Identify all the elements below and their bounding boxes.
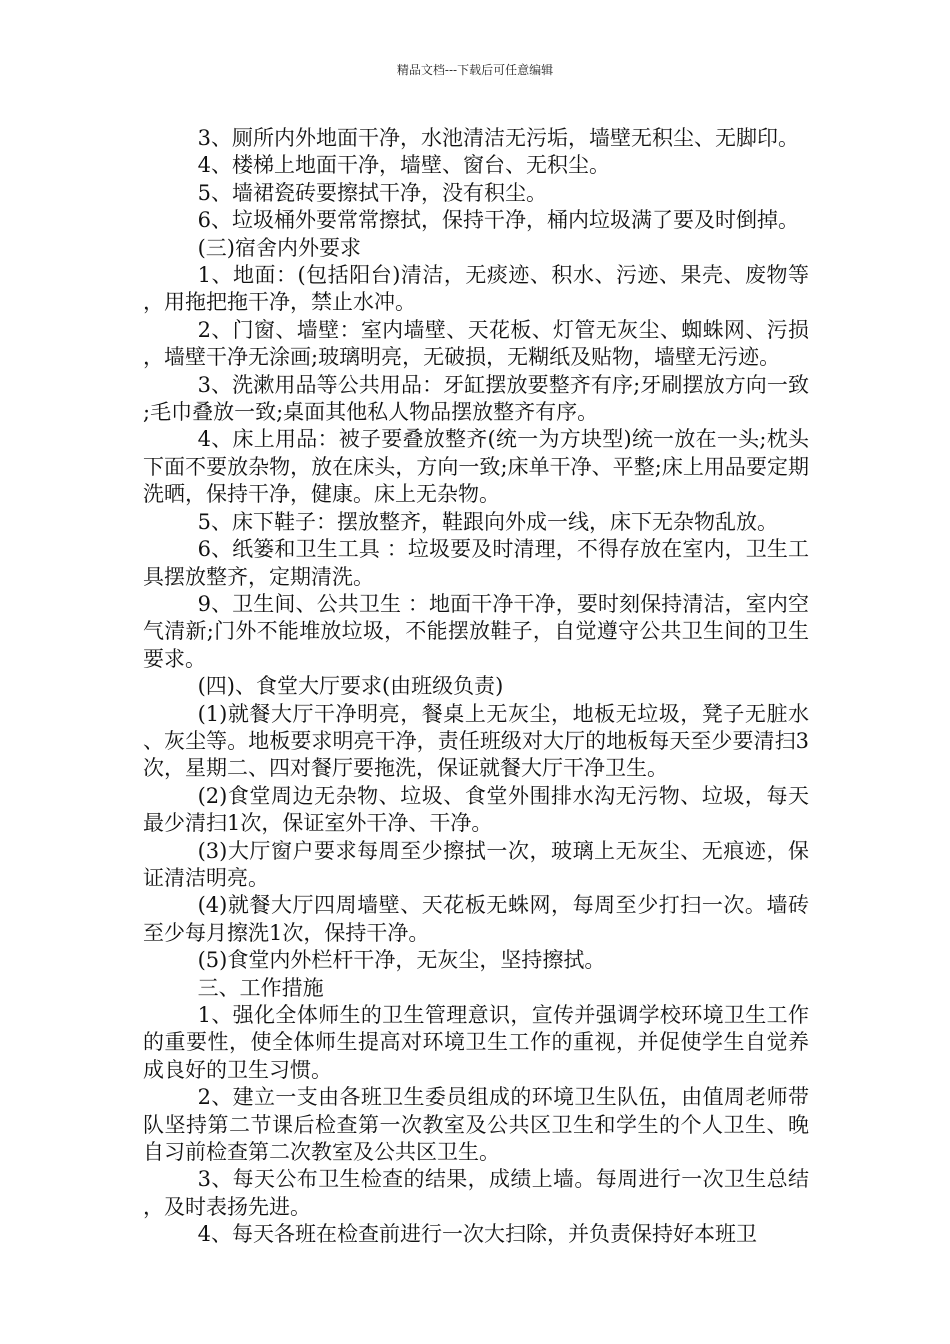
paragraph-canteen-windows: (3)大厅窗户要求每周至少擦拭一次，玻璃上无灰尘、无痕迹，保证清洁明亮。	[143, 838, 809, 890]
paragraph-trash-bins: 6、垃圾桶外要常常擦拭，保持干净，桶内垃圾满了要及时倒掉。	[197, 208, 799, 233]
paragraph-wall-tiles: 5、墙裙瓷砖要擦拭干净，没有积尘。	[197, 180, 547, 205]
section-heading-dormitory: (三)宿舍内外要求	[197, 235, 361, 260]
paragraph-canteen-walls: (4)就餐大厅四周墙壁、天花板无蛛网，每周至少打扫一次。墙砖至少每月擦洗1次，保持干净。	[143, 893, 809, 945]
paragraph-canteen-hall: (1)就餐大厅干净明亮，餐桌上无灰尘，地板无垃圾，凳子无脏水、灰尘等。地板要求明亮干净，责任班级对大厅的地板每天至少要清扫3次，星期二、四对餐厅要拖洗，保证就餐大厅干净卫生。	[143, 701, 809, 781]
paragraph-measure-daily-cleaning: 4、每天各班在检查前进行一次大扫除，并负责保持好本班卫	[197, 1222, 757, 1247]
paragraph-dorm-bathroom: 9、卫生间、公共卫生 ：地面干净干净，要时刻保持清洁，室内空气清新;门外不能堆放垃圾，不能摆放鞋子，自觉遵守公共卫生间的卫生要求。	[143, 591, 809, 671]
paragraph-canteen-surroundings: (2)食堂周边无杂物、垃圾、食堂外围排水沟无污物、垃圾，每天最少清扫1次，保证室外干净、干净。	[143, 783, 809, 836]
paragraph-measure-team: 2、建立一支由各班卫生委员组成的环境卫生队伍，由值周老师带队坚持第二节课后检查第一次教室及公共区卫生和学生的个人卫生、晚自习前检查第二次教室及公共区卫生。	[143, 1085, 809, 1165]
paragraph-measure-results: 3、每天公布卫生检查的结果，成绩上墙。每周进行一次卫生总结，及时表扬先进。	[143, 1167, 809, 1219]
paragraph-measure-awareness: 1、强化全体师生的卫生管理意识，宣传并强调学校环境卫生工作的重要性，使全体师生提高对环境卫生工作的重视，并促使学生自觉养成良好的卫生习惯。	[143, 1003, 809, 1082]
paragraph-dorm-doors-walls: 2、门窗、墙壁：室内墙壁、天花板、灯管无灰尘、蜘蛛网、污损，墙壁干净无涂画;玻璃明亮，无破损，无糊纸及贴物，墙壁无污迹。	[143, 317, 809, 370]
paragraph-dorm-wastebasket: 6、纸篓和卫生工具 ：垃圾要及时清理，不得存放在室内，卫生工具摆放整齐，定期清洗。	[143, 537, 809, 589]
document-body	[143, 125, 809, 1249]
section-heading-canteen: (四)、食堂大厅要求(由班级负责)	[197, 674, 504, 699]
paragraph-dorm-shoes: 5、床下鞋子：摆放整齐，鞋跟向外成一线，床下无杂物乱放。	[197, 509, 778, 534]
paragraph-toilet-cleanliness: 3、厕所内外地面干净，水池清洁无污垢，墙壁无积尘、无脚印。	[197, 126, 799, 150]
paragraph-dorm-bedding: 4、床上用品：被子要叠放整齐(统一为方块型)统一放在一头;枕头下面不要放杂物，放在床头，方向一致;床单干净、平整;床上用品要定期洗晒，保持干净，健康。床上无杂物。	[143, 427, 809, 507]
paragraph-dorm-toiletries: 3、洗漱用品等公共用品：牙缸摆放要整齐有序;牙刷摆放方向一致;毛巾叠放一致;桌面其他私人物品摆放整齐有序。	[143, 372, 809, 425]
section-heading-work-measures: 三、工作措施	[197, 975, 324, 1000]
paragraph-stairs-cleanliness: 4、楼梯上地面干净，墙壁、窗台、无积尘。	[197, 153, 610, 178]
page-header: 精品文档---下载后可任意编辑	[396, 63, 554, 77]
paragraph-canteen-railings: (5)食堂内外栏杆干净，无灰尘，坚持擦拭。	[197, 948, 606, 973]
paragraph-dorm-floor: 1、地面：(包括阳台)清洁，无痰迹、积水、污迹、果壳、废物等，用拖把拖干净，禁止水冲。	[143, 263, 809, 315]
